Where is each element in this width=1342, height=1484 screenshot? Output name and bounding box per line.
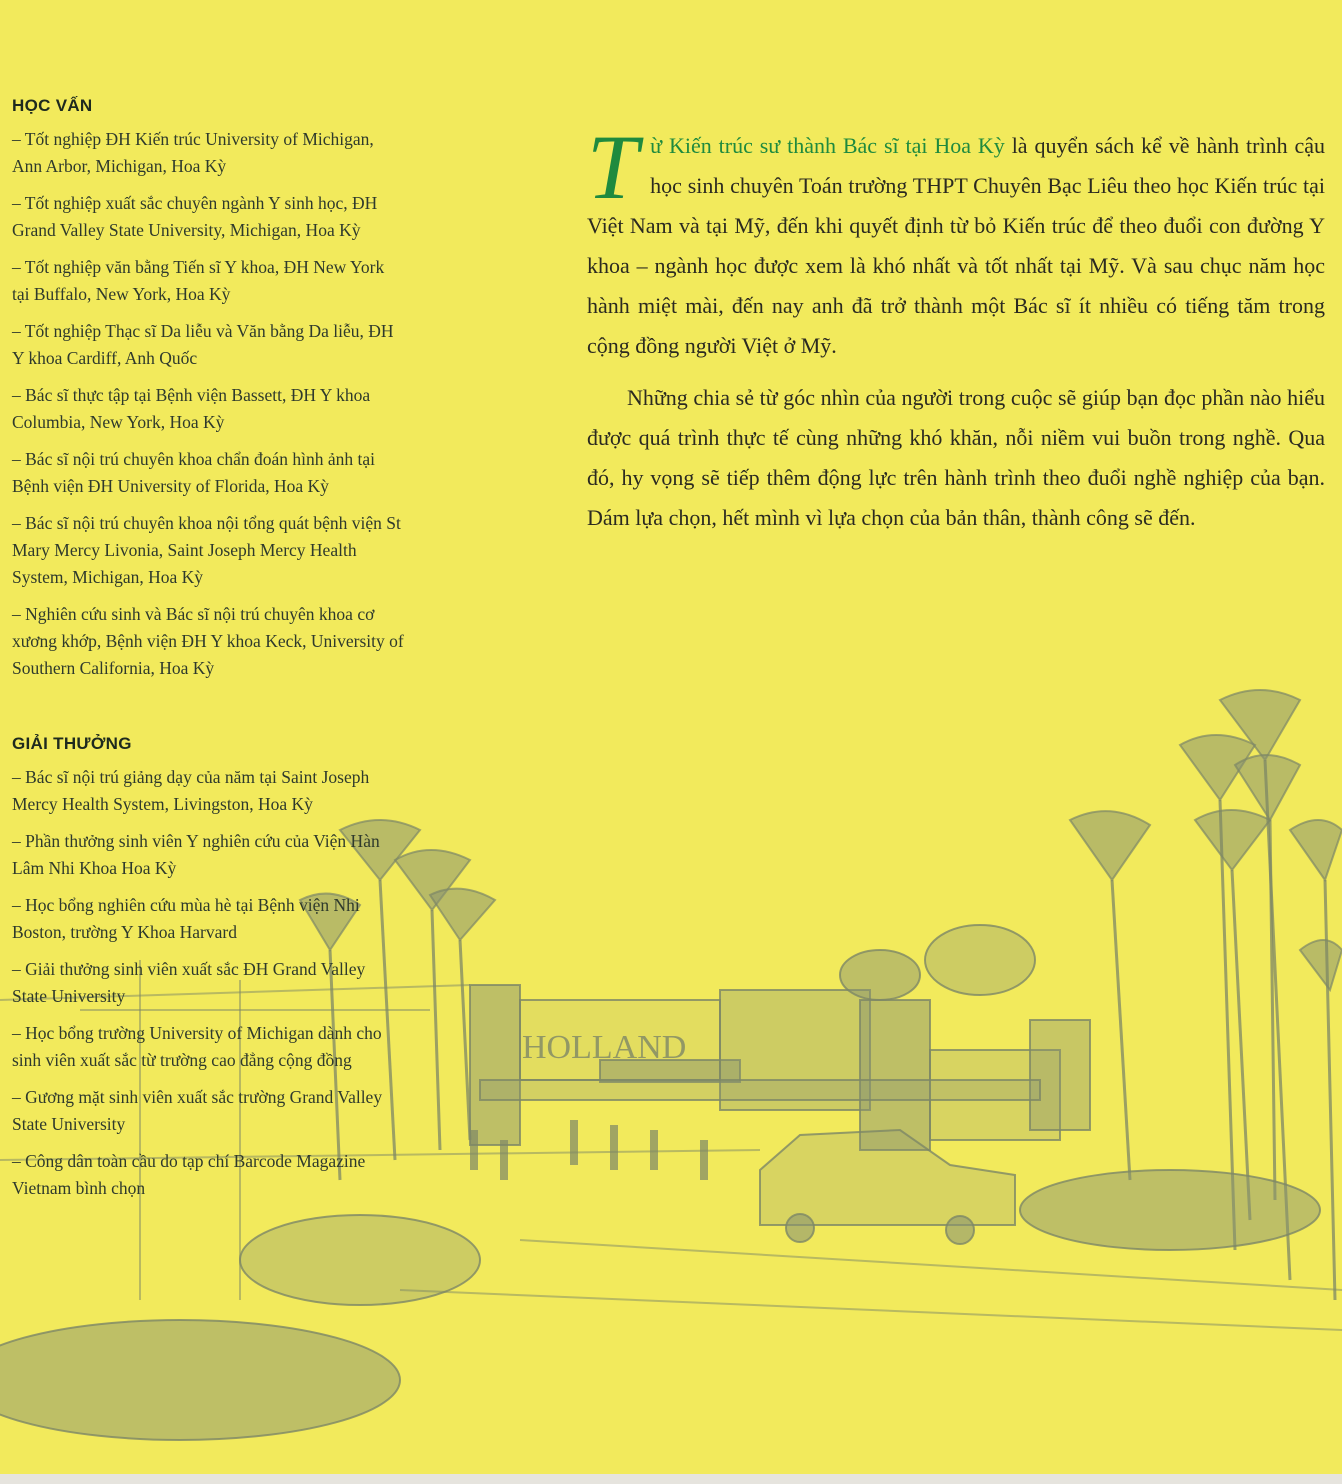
list-item: – Tốt nghiệp Thạc sĩ Da liễu và Văn bằng Da liễu, ĐH Y khoa Cardiff, Anh Quốc xyxy=(12,321,394,368)
list-item: – Công dân toàn cầu do tạp chí Barcode Magazine Vietnam bình chọn xyxy=(12,1151,366,1198)
awards-heading: GIẢI THƯỞNG xyxy=(12,734,132,753)
education-list xyxy=(12,126,404,682)
list-item: – Học bổng nghiên cứu mùa hè tại Bệnh viện Nhi Boston, trường Y Khoa Harvard xyxy=(12,895,360,942)
list-item: – Nghiên cứu sinh và Bác sĩ nội trú chuyên khoa cơ xương khớp, Bệnh viện ĐH Y khoa Keck, University of Southern California, Hoa Kỳ xyxy=(12,604,404,678)
book-intro-column xyxy=(587,116,1325,538)
education-heading: HỌC VẤN xyxy=(12,96,93,115)
list-item: – Gương mặt sinh viên xuất sắc trường Grand Valley State University xyxy=(12,1087,383,1134)
intro-paragraph-1-text: là quyển sách kể về hành trình cậu học sinh chuyên Toán trường THPT Chuyên Bạc Liêu theo học Kiến trúc tại Việt Nam và tại Mỹ, đến khi quyết định từ bỏ Kiến trúc để theo đuổi con đường Y khoa – ngành học được xem là khó nhất và tốt nhất tại Mỹ. Và sau chục năm học hành miệt mài, đến nay anh đã trở thành một Bác sĩ ít nhiều có tiếng tăm trong cộng đồng người Việt ở Mỹ. xyxy=(587,133,1325,358)
list-item: – Phần thưởng sinh viên Y nghiên cứu của Viện Hàn Lâm Nhi Khoa Hoa Kỳ xyxy=(12,831,380,878)
author-bio-column xyxy=(12,96,404,1212)
list-item: – Bác sĩ nội trú giảng dạy của năm tại Saint Joseph Mercy Health System, Livingston, Hoa Kỳ xyxy=(12,767,370,814)
list-item: – Tốt nghiệp văn bằng Tiến sĩ Y khoa, ĐH New York tại Buffalo, New York, Hoa Kỳ xyxy=(12,257,385,304)
list-item: – Giải thưởng sinh viên xuất sắc ĐH Grand Valley State University xyxy=(12,959,366,1006)
list-item: – Bác sĩ nội trú chuyên khoa chẩn đoán hình ảnh tại Bệnh viện ĐH University of Florida, Hoa Kỳ xyxy=(12,449,376,496)
intro-paragraph-2: Những chia sẻ từ góc nhìn của người trong cuộc sẽ giúp bạn đọc phần nào hiểu được quá trình thực tế cùng những khó khăn, nỗi niềm vui buồn trong nghề. Qua đó, hy vọng sẽ tiếp thêm động lực trên hành trình theo đuổi nghề nghiệp của bạn. Dám lựa chọn, hết mình vì lựa chọn của bản thân, thành công sẽ đến. xyxy=(587,385,1325,530)
book-title: ừ Kiến trúc sư thành Bác sĩ tại Hoa Kỳ xyxy=(650,133,1005,158)
drop-cap: T xyxy=(587,116,639,218)
list-item: – Tốt nghiệp ĐH Kiến trúc University of Michigan, Ann Arbor, Michigan, Hoa Kỳ xyxy=(12,129,374,176)
page-bottom-edge xyxy=(0,1474,1342,1484)
intro-paragraph-1 xyxy=(587,116,1325,366)
list-item: – Bác sĩ nội trú chuyên khoa nội tổng quát bệnh viện St Mary Mercy Livonia, Saint Joseph Mercy Health System, Michigan, Hoa Kỳ xyxy=(12,513,401,587)
awards-list xyxy=(12,764,404,1202)
list-item: – Bác sĩ thực tập tại Bệnh viện Bassett, ĐH Y khoa Columbia, New York, Hoa Kỳ xyxy=(12,385,371,432)
list-item: – Học bổng trường University of Michigan dành cho sinh viên xuất sắc từ trường cao đẳng cộng đồng xyxy=(12,1023,382,1070)
list-item: – Tốt nghiệp xuất sắc chuyên ngành Y sinh học, ĐH Grand Valley State University, Michigan, Hoa Kỳ xyxy=(12,193,378,240)
sign-holland: HOLLAND xyxy=(522,1029,687,1066)
